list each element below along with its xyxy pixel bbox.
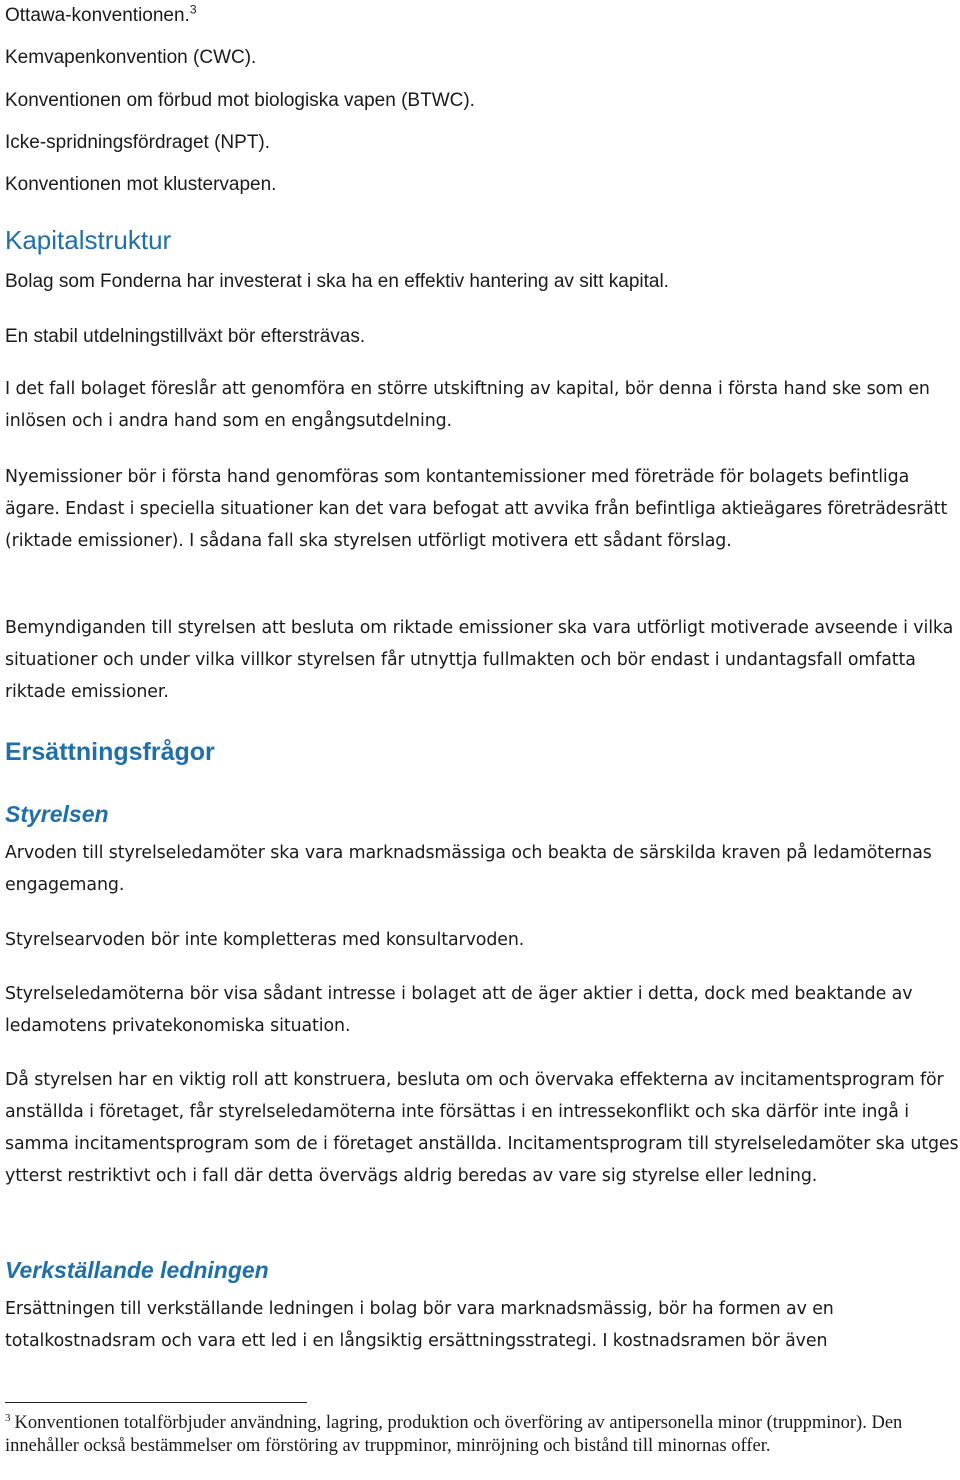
styrelsen-paragraph-3: Styrelseledamöterna bör visa sådant intresse i bolaget att de äger aktier i detta, dock med beaktande av ledamotens privatekonomiska situation. <box>5 984 913 1036</box>
footnote-reference[interactable]: 3 <box>189 2 197 17</box>
kapital-paragraph-2: En stabil utdelningstillväxt bör eftersträvas. <box>5 326 366 347</box>
heading-ersattningsfragor: Ersättningsfrågor <box>5 738 215 766</box>
list-item-text: Ottawa-konventionen. <box>5 5 190 26</box>
list-item-npt: Icke-spridningsfördraget (NPT). <box>5 132 271 153</box>
heading-styrelsen: Styrelsen <box>5 801 109 827</box>
vd-paragraph-1: Ersättningen till verkställande ledningen i bolag bör vara marknadsmässig, bör ha formen av en totalkostnadsram och vara ett led i en långsiktig ersättningsstrategi. I kostnadsramen bör även <box>5 1299 834 1351</box>
kapital-paragraph-5: Bemyndiganden till styrelsen att besluta om riktade emissioner ska vara utförligt motiverade avseende i vilka situationer och under vilka villkor styrelsen får utnyttja fullmakten och bör endast i undantagsfall omfatta riktade emissioner. <box>5 618 954 702</box>
list-item-ottawa <box>5 4 197 28</box>
list-item-btwc: Konventionen om förbud mot biologiska vapen (BTWC). <box>5 90 475 111</box>
list-item-kluster: Konventionen mot klustervapen. <box>5 174 277 195</box>
footnote-separator <box>5 1402 307 1403</box>
styrelsen-paragraph-2: Styrelsearvoden bör inte kompletteras med konsultarvoden. <box>5 930 525 950</box>
heading-kapitalstruktur: Kapitalstruktur <box>5 225 172 255</box>
footnote-text: Konventionen totalförbjuder användning, lagring, produktion och överföring av antipersonella minor (truppminor). Den innehåller också bestämmelser om förstöring av truppminor, minröjning och bistånd till minornas offer. <box>5 1413 903 1456</box>
styrelsen-paragraph-4: Då styrelsen har en viktig roll att konstruera, besluta om och övervaka effekterna av incitamentsprogram för anställda i företaget, får styrelseledamöterna inte försättas i en intressekonflikt och ska därför inte ingå i samma incitamentsprogram som de i företaget anställda. Incitamentsprogram till styrelseledamöter ska utges ytterst restriktivt och i fall där detta övervägs aldrig beredas av vare sig styrelse eller ledning. <box>5 1070 959 1186</box>
kapital-paragraph-1: Bolag som Fonderna har investerat i ska ha en effektiv hantering av sitt kapital. <box>5 271 669 292</box>
kapital-paragraph-3: I det fall bolaget föreslår att genomföra en större utskiftning av kapital, bör denna i första hand ske som en inlösen och i andra hand som en engångsutdelning. <box>5 379 930 431</box>
styrelsen-paragraph-1: Arvoden till styrelseledamöter ska vara marknadsmässiga och beakta de särskilda kraven på ledamöternas engagemang. <box>5 843 932 895</box>
footnote-number: 3 <box>5 1411 11 1424</box>
footnote <box>5 1412 955 1458</box>
list-item-cwc: Kemvapenkonvention (CWC). <box>5 47 257 68</box>
kapital-paragraph-4: Nyemissioner bör i första hand genomföras som kontantemissioner med företräde för bolagets befintliga ägare. Endast i speciella situationer kan det vara befogat att avvika från befintliga aktieägares företrädesrätt (riktade emissioner). I sådana fall ska styrelsen utförligt motivera ett sådant förslag. <box>5 467 948 551</box>
heading-verkstallande-ledningen: Verkställande ledningen <box>5 1257 269 1283</box>
